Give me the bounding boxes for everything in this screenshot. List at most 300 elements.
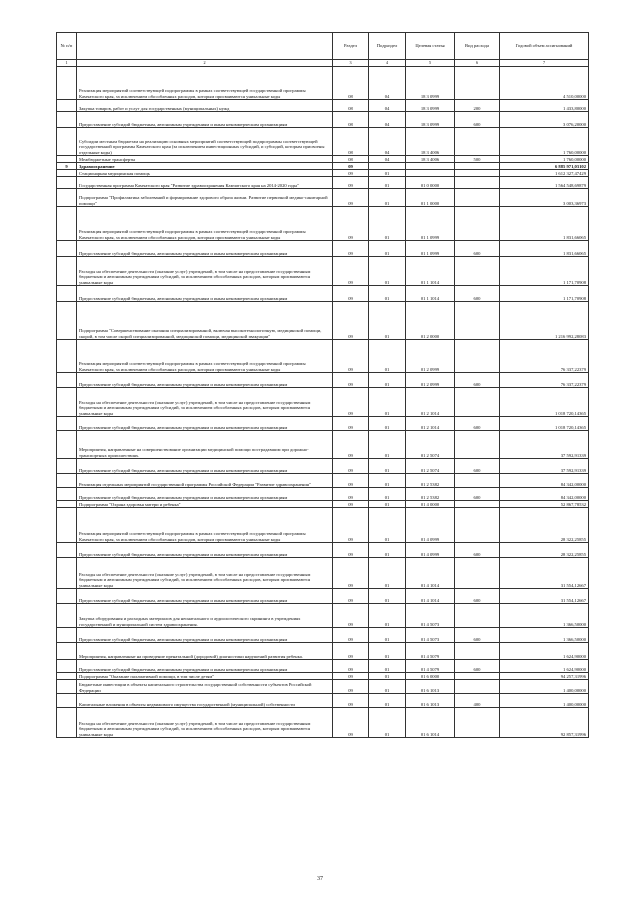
row-expense-type-cell [455, 128, 500, 156]
table-row [57, 501, 589, 508]
table-row [57, 241, 589, 257]
row-number-cell [57, 67, 77, 100]
row-name-cell: Расходы на обеспечение деятельности (оказание услуг) учреждений, в том числе на предоставление государственным бюджетным и автономным учреждениям субсидий, за исключением обособленных расходов, которым присваиваются уникальные коды [77, 257, 333, 286]
row-podrazdel-cell: 01 [369, 673, 406, 680]
row-number-cell [57, 241, 77, 257]
row-razdel-cell: 09 [333, 257, 369, 286]
row-razdel-cell: 09 [333, 177, 369, 189]
row-name-cell: Государственная программа Камчатского края "Развитие здравоохранения Камчатского края на 2014-2020 годы" [77, 177, 333, 189]
table-row [57, 694, 589, 708]
row-target-article-cell: 18 3 4006 [406, 128, 455, 156]
row-number-cell [57, 508, 77, 543]
row-name-cell: Закупка оборудования и расходных материалов для неонатального и аудиологического скрининга в учреждениях государственной и муниципальной систем здравоохранения. [77, 604, 333, 628]
row-name-cell: Субсидии местным бюджетам на реализацию основных мероприятий соответствующей подпрограммы соответствующей государственной программы Камчатского края (за исключением инвестиционных субсидий, и субсидий, которым присвоены отдельные коды) [77, 128, 333, 156]
row-target-article-cell: 18 3 0999 [406, 100, 455, 112]
row-razdel-cell: 09 [333, 501, 369, 508]
row-expense-type-cell [455, 643, 500, 660]
row-razdel-cell: 09 [333, 673, 369, 680]
row-number-cell [57, 643, 77, 660]
row-expense-type-cell: 400 [455, 694, 500, 708]
table-row [57, 388, 589, 417]
row-amount-cell: 28 322,25855 [500, 543, 589, 558]
row-name-cell: Расходы на обеспечение деятельности (оказание услуг) учреждений, в том числе на предоставление государственным бюджетным и автономным учреждениям субсидий, за исключением обособленных расходов, которым присваиваются уникальные коды [77, 558, 333, 589]
row-target-article-cell: 18 3 4006 [406, 156, 455, 163]
header-podrazdel: Подраздел [369, 33, 406, 60]
table-row [57, 257, 589, 286]
row-razdel-cell: 09 [333, 340, 369, 373]
row-name-cell: Реализация мероприятий соответствующей подпрограммы в рамках соответствующей государственной программы Камчатского края, за исключением обособленных расходов, которым присваиваются уникальные коды [77, 508, 333, 543]
header-num: № п/п [57, 33, 77, 60]
row-razdel-cell: 09 [333, 680, 369, 694]
row-target-article-cell: 01 2 5074 [406, 459, 455, 474]
row-name-cell: Закупка товаров, работ и услуг для государственных (муниципальных) нужд [77, 100, 333, 112]
column-number: 3 [333, 60, 369, 67]
row-target-article-cell: 01 2 1014 [406, 388, 455, 417]
header-razdel: Раздел [333, 33, 369, 60]
row-podrazdel-cell: 04 [369, 112, 406, 128]
row-number-cell [57, 286, 77, 302]
row-target-article-cell: 01 6 1013 [406, 680, 455, 694]
row-amount-cell: 28 322,25855 [500, 508, 589, 543]
budget-table-sheet [56, 32, 588, 738]
row-razdel-cell: 09 [333, 543, 369, 558]
row-expense-type-cell [455, 474, 500, 488]
row-razdel-cell: 09 [333, 241, 369, 257]
row-number-cell [57, 558, 77, 589]
row-expense-type-cell: 600 [455, 488, 500, 501]
row-podrazdel-cell: 01 [369, 680, 406, 694]
row-target-article-cell: 01 2 1014 [406, 417, 455, 431]
row-amount-cell: 1 171,70908 [500, 286, 589, 302]
row-amount-cell: 1 018 720,14365 [500, 388, 589, 417]
row-target-article-cell: 01 4 5079 [406, 643, 455, 660]
row-expense-type-cell [455, 189, 500, 207]
row-name-cell: Стационарная медицинская помощь [77, 170, 333, 177]
row-razdel-cell: 08 [333, 67, 369, 100]
row-target-article-cell: 01 2 5382 [406, 474, 455, 488]
row-podrazdel-cell: 01 [369, 302, 406, 340]
row-podrazdel-cell: 01 [369, 189, 406, 207]
header-expense-type: Вид расхода [455, 33, 500, 60]
row-name-cell: Подпрограмма "Профилактика заболеваний и формирование здорового образа жизни. Развитие первичной медико-санитарной помощи" [77, 189, 333, 207]
row-razdel-cell: 09 [333, 488, 369, 501]
row-number-cell [57, 708, 77, 738]
table-row [57, 156, 589, 163]
row-razdel-cell: 09 [333, 660, 369, 673]
row-expense-type-cell [455, 388, 500, 417]
table-row [57, 660, 589, 673]
row-podrazdel-cell: 04 [369, 156, 406, 163]
row-amount-cell: 37 592,91339 [500, 431, 589, 459]
row-name-cell: Подпрограмма "Оказание паллиативной помощи, в том числе детям" [77, 673, 333, 680]
row-number-cell [57, 177, 77, 189]
row-target-article-cell: 01 2 0000 [406, 302, 455, 340]
table-row [57, 207, 589, 241]
row-expense-type-cell: 600 [455, 241, 500, 257]
row-name-cell: Предоставление субсидий бюджетным, автономным учреждениям и иным некоммерческим организациям [77, 417, 333, 431]
row-target-article-cell: 01 4 0000 [406, 501, 455, 508]
column-number: 1 [57, 60, 77, 67]
row-number-cell [57, 340, 77, 373]
row-podrazdel-cell: 01 [369, 708, 406, 738]
column-number: 5 [406, 60, 455, 67]
row-amount-cell: 92 857,31996 [500, 708, 589, 738]
row-expense-type-cell: 600 [455, 112, 500, 128]
row-expense-type-cell: 600 [455, 459, 500, 474]
row-expense-type-cell [455, 340, 500, 373]
row-target-article-cell: 01 1 0000 [406, 189, 455, 207]
row-target-article-cell: 01 2 0999 [406, 373, 455, 388]
row-target-article-cell: 01 4 1014 [406, 558, 455, 589]
row-podrazdel-cell: 01 [369, 459, 406, 474]
row-name-cell: Реализация мероприятий соответствующей подпрограммы в рамках соответствующей государственной программы Камчатского края, за исключением обособленных расходов, которым присваиваются уникальные коды [77, 340, 333, 373]
row-name-cell: Предоставление субсидий бюджетным, автономным учреждениям и иным некоммерческим организациям [77, 589, 333, 604]
row-number-cell [57, 388, 77, 417]
row-amount-cell: 1 433,80000 [500, 100, 589, 112]
table-row [57, 286, 589, 302]
row-name-cell: Предоставление субсидий бюджетным, автономным учреждениям и иным некоммерческим организациям [77, 459, 333, 474]
row-target-article-cell: 01 1 1014 [406, 257, 455, 286]
row-name-cell: Реализация мероприятий соответствующей подпрограммы в рамках соответствующей государственной программы Камчатского края, за исключением обособленных расходов, которым присваиваются уникальные коды [77, 67, 333, 100]
row-expense-type-cell [455, 207, 500, 241]
row-target-article-cell: 18 3 0999 [406, 67, 455, 100]
row-number-cell [57, 694, 77, 708]
row-number-cell [57, 589, 77, 604]
row-razdel-cell: 09 [333, 431, 369, 459]
row-amount-cell: 1 400,00000 [500, 694, 589, 708]
row-expense-type-cell [455, 508, 500, 543]
row-razdel-cell: 09 [333, 604, 369, 628]
row-razdel-cell: 08 [333, 100, 369, 112]
row-amount-cell: 3 076,20000 [500, 112, 589, 128]
row-target-article-cell: 01 2 5074 [406, 431, 455, 459]
row-amount-cell: 1 612 327,47429 [500, 170, 589, 177]
row-razdel-cell: 08 [333, 128, 369, 156]
row-amount-cell: 1 624,90000 [500, 660, 589, 673]
row-expense-type-cell [455, 177, 500, 189]
row-podrazdel-cell: 01 [369, 170, 406, 177]
row-number-cell [57, 170, 77, 177]
table-row [57, 558, 589, 589]
row-razdel-cell: 08 [333, 112, 369, 128]
row-target-article-cell: 01 1 0999 [406, 241, 455, 257]
row-expense-type-cell: 600 [455, 543, 500, 558]
row-name-cell: Предоставление субсидий бюджетным, автономным учреждениям и иным некоммерческим организациям [77, 543, 333, 558]
table-row [57, 100, 589, 112]
table-row [57, 680, 589, 694]
row-expense-type-cell [455, 501, 500, 508]
row-target-article-cell: 01 0 0000 [406, 177, 455, 189]
row-expense-type-cell [455, 431, 500, 459]
row-razdel-cell: 09 [333, 459, 369, 474]
row-number-cell [57, 660, 77, 673]
row-amount-cell: 3 003,36973 [500, 189, 589, 207]
row-number-cell [57, 459, 77, 474]
row-expense-type-cell [455, 170, 500, 177]
table-row [57, 543, 589, 558]
row-number-cell [57, 501, 77, 508]
row-amount-cell: 37 592,91339 [500, 459, 589, 474]
row-expense-type-cell: 200 [455, 100, 500, 112]
row-number-cell [57, 543, 77, 558]
row-podrazdel-cell: 01 [369, 286, 406, 302]
table-row [57, 459, 589, 474]
table-row [57, 177, 589, 189]
row-amount-cell: 76 337,22379 [500, 373, 589, 388]
row-amount-cell: 1 171,70908 [500, 257, 589, 286]
row-expense-type-cell: 600 [455, 286, 500, 302]
row-razdel-cell: 09 [333, 508, 369, 543]
row-number-cell [57, 257, 77, 286]
row-number-cell [57, 604, 77, 628]
row-podrazdel-cell: 01 [369, 431, 406, 459]
row-amount-cell: 6 885 971,03102 [500, 163, 589, 170]
row-razdel-cell: 09 [333, 163, 369, 170]
table-row [57, 163, 589, 170]
row-razdel-cell: 09 [333, 694, 369, 708]
row-amount-cell: 52 867,78532 [500, 501, 589, 508]
row-name-cell: Предоставление субсидий бюджетным, автономным учреждениям и иным некоммерческим организациям [77, 286, 333, 302]
row-podrazdel-cell: 01 [369, 501, 406, 508]
row-name-cell: Бюджетные инвестиции в объекты капитального строительства государственной собственности субъектов Российской Федерации [77, 680, 333, 694]
row-target-article-cell: 01 6 0000 [406, 673, 455, 680]
row-number-cell [57, 680, 77, 694]
row-target-article-cell: 01 1 0999 [406, 207, 455, 241]
row-number-cell [57, 628, 77, 643]
row-amount-cell: 1 018 720,14365 [500, 417, 589, 431]
row-number-cell [57, 417, 77, 431]
row-podrazdel-cell: 01 [369, 373, 406, 388]
table-row [57, 628, 589, 643]
row-name-cell: Реализация мероприятий соответствующей подпрограммы в рамках соответствующей государственной программы Камчатского края, за исключением обособленных расходов, которым присваиваются уникальные коды [77, 207, 333, 241]
row-target-article-cell [406, 170, 455, 177]
row-podrazdel-cell: 01 [369, 543, 406, 558]
row-number-cell [57, 488, 77, 501]
table-header-row [57, 33, 589, 60]
table-row [57, 508, 589, 543]
row-podrazdel-cell: 04 [369, 128, 406, 156]
row-podrazdel-cell: 01 [369, 508, 406, 543]
row-expense-type-cell [455, 680, 500, 694]
row-name-cell: Реализация отдельных мероприятий государственной программы Российской Федерации "Развитие здравоохранения" [77, 474, 333, 488]
table-row [57, 340, 589, 373]
row-name-cell: Подпрограмма "Совершенствование оказания специализированной, включая высокотехнологичную, медицинской помощи, скорой, в том числе скорой специализированной, медицинской помощи, медицинской эвакуации" [77, 302, 333, 340]
row-podrazdel-cell: 01 [369, 694, 406, 708]
column-number: 2 [77, 60, 333, 67]
row-expense-type-cell [455, 257, 500, 286]
row-podrazdel-cell: 01 [369, 417, 406, 431]
row-number-cell [57, 100, 77, 112]
row-podrazdel-cell: 01 [369, 589, 406, 604]
row-name-cell: Расходы на обеспечение деятельности (оказание услуг) учреждений, в том числе на предоставление государственным бюджетным и автономным учреждениям субсидий, за исключением обособленных расходов, которым присваиваются уникальные коды [77, 708, 333, 738]
row-amount-cell: 31 554,12667 [500, 589, 589, 604]
row-number-cell [57, 128, 77, 156]
row-podrazdel-cell: 01 [369, 660, 406, 673]
table-row [57, 643, 589, 660]
row-target-article-cell: 01 6 1013 [406, 694, 455, 708]
row-amount-cell: 84 342,00000 [500, 474, 589, 488]
row-name-cell: Мероприятия, направленные на проведение пренатальной (дородовой) диагностики нарушений развития ребенка. [77, 643, 333, 660]
row-target-article-cell: 01 6 1014 [406, 708, 455, 738]
row-podrazdel-cell: 01 [369, 628, 406, 643]
row-number-cell [57, 207, 77, 241]
row-target-article-cell: 01 2 5382 [406, 488, 455, 501]
header-annual-amount: Годовой объем ассигнований [500, 33, 589, 60]
row-name-cell: Капитальные вложения в объекты недвижимого имущества государственной (муниципальной) собственности [77, 694, 333, 708]
row-number-cell [57, 302, 77, 340]
table-row [57, 431, 589, 459]
row-amount-cell: 76 337,22379 [500, 340, 589, 373]
row-amount-cell: 1 760,00000 [500, 156, 589, 163]
row-target-article-cell: 01 4 0999 [406, 508, 455, 543]
table-row [57, 673, 589, 680]
row-expense-type-cell [455, 673, 500, 680]
row-razdel-cell: 09 [333, 474, 369, 488]
row-name-cell: Предоставление субсидий бюджетным, автономным учреждениям и иным некоммерческим организациям [77, 112, 333, 128]
row-podrazdel-cell: 01 [369, 643, 406, 660]
row-podrazdel-cell: 01 [369, 488, 406, 501]
row-number-cell [57, 474, 77, 488]
column-number-row [57, 60, 589, 67]
row-name-cell: Мероприятия, направленные на совершенствование организации медицинской помощи пострадавшим при дорожно-транспортных происшествиях. [77, 431, 333, 459]
row-podrazdel-cell: 01 [369, 177, 406, 189]
table-row [57, 474, 589, 488]
row-expense-type-cell: 600 [455, 589, 500, 604]
table-row [57, 189, 589, 207]
row-expense-type-cell [455, 708, 500, 738]
row-razdel-cell: 09 [333, 388, 369, 417]
row-target-article-cell [406, 163, 455, 170]
row-number-cell: 9 [57, 163, 77, 170]
row-target-article-cell: 01 4 5079 [406, 660, 455, 673]
row-razdel-cell: 09 [333, 589, 369, 604]
row-amount-cell: 1 624,90000 [500, 643, 589, 660]
row-amount-cell: 1 831,66065 [500, 207, 589, 241]
table-body [57, 67, 589, 738]
row-razdel-cell: 09 [333, 170, 369, 177]
row-expense-type-cell: 500 [455, 156, 500, 163]
row-razdel-cell: 09 [333, 628, 369, 643]
row-number-cell [57, 373, 77, 388]
row-razdel-cell: 09 [333, 417, 369, 431]
row-name-cell: Предоставление субсидий бюджетным, автономным учреждениям и иным некоммерческим организациям [77, 241, 333, 257]
table-row [57, 373, 589, 388]
row-amount-cell: 1 366,50000 [500, 604, 589, 628]
row-name-cell: Предоставление субсидий бюджетным, автономным учреждениям и иным некоммерческим организациям [77, 628, 333, 643]
row-razdel-cell: 09 [333, 373, 369, 388]
table-row [57, 417, 589, 431]
row-podrazdel-cell: 04 [369, 100, 406, 112]
table-row [57, 302, 589, 340]
table-row [57, 488, 589, 501]
header-name [77, 33, 333, 60]
row-podrazdel-cell: 04 [369, 67, 406, 100]
row-amount-cell: 1 831,66065 [500, 241, 589, 257]
table-row [57, 128, 589, 156]
column-number: 7 [500, 60, 589, 67]
row-amount-cell: 1 400,00000 [500, 680, 589, 694]
row-target-article-cell: 01 1 1014 [406, 286, 455, 302]
row-podrazdel-cell: 01 [369, 340, 406, 373]
row-podrazdel-cell: 01 [369, 558, 406, 589]
row-name-cell: Предоставление субсидий бюджетным, автономным учреждениям и иным некоммерческим организациям [77, 660, 333, 673]
row-name-cell: Подпрограмма "Охрана здоровья матери и ребенка" [77, 501, 333, 508]
row-target-article-cell: 01 4 1014 [406, 589, 455, 604]
row-podrazdel-cell: 01 [369, 604, 406, 628]
row-razdel-cell: 09 [333, 302, 369, 340]
row-number-cell [57, 431, 77, 459]
row-amount-cell: 1 760,00000 [500, 128, 589, 156]
column-number: 4 [369, 60, 406, 67]
row-podrazdel-cell: 01 [369, 474, 406, 488]
row-expense-type-cell: 600 [455, 628, 500, 643]
row-razdel-cell: 09 [333, 286, 369, 302]
table-row [57, 589, 589, 604]
header-target-article: Целевая статья [406, 33, 455, 60]
row-target-article-cell: 18 3 0999 [406, 112, 455, 128]
row-name-cell: Предоставление субсидий бюджетным, автономным учреждениям и иным некоммерческим организациям [77, 373, 333, 388]
row-number-cell [57, 189, 77, 207]
row-target-article-cell: 01 4 5073 [406, 604, 455, 628]
row-number-cell [57, 156, 77, 163]
row-target-article-cell: 01 2 0999 [406, 340, 455, 373]
table-row [57, 604, 589, 628]
row-razdel-cell: 08 [333, 156, 369, 163]
row-razdel-cell: 09 [333, 708, 369, 738]
table-row [57, 170, 589, 177]
row-expense-type-cell [455, 163, 500, 170]
row-podrazdel-cell: 01 [369, 241, 406, 257]
row-amount-cell: 1 564 548,69879 [500, 177, 589, 189]
row-razdel-cell: 09 [333, 189, 369, 207]
row-amount-cell: 94 257,31996 [500, 673, 589, 680]
table-row [57, 708, 589, 738]
row-podrazdel-cell [369, 163, 406, 170]
row-name-cell: Предоставление субсидий бюджетным, автономным учреждениям и иным некоммерческим организациям [77, 488, 333, 501]
row-name-cell: Межбюджетные трансферты [77, 156, 333, 163]
row-razdel-cell: 09 [333, 643, 369, 660]
row-expense-type-cell [455, 604, 500, 628]
row-expense-type-cell [455, 67, 500, 100]
table-row [57, 112, 589, 128]
row-expense-type-cell: 600 [455, 417, 500, 431]
row-name-cell: Здравоохранение [77, 163, 333, 170]
column-number: 6 [455, 60, 500, 67]
row-target-article-cell: 01 4 5073 [406, 628, 455, 643]
table-row [57, 67, 589, 100]
row-amount-cell: 1 216 992,28083 [500, 302, 589, 340]
row-razdel-cell: 09 [333, 207, 369, 241]
row-podrazdel-cell: 01 [369, 207, 406, 241]
row-amount-cell: 84 342,00000 [500, 488, 589, 501]
row-amount-cell: 1 366,50000 [500, 628, 589, 643]
row-podrazdel-cell: 01 [369, 388, 406, 417]
row-expense-type-cell: 600 [455, 373, 500, 388]
page-number: 37 [317, 876, 323, 882]
row-target-article-cell: 01 4 0999 [406, 543, 455, 558]
row-razdel-cell: 09 [333, 558, 369, 589]
row-amount-cell: 31 554,12667 [500, 558, 589, 589]
row-number-cell [57, 112, 77, 128]
row-expense-type-cell [455, 302, 500, 340]
row-amount-cell: 4 510,00000 [500, 67, 589, 100]
row-number-cell [57, 673, 77, 680]
row-name-cell: Расходы на обеспечение деятельности (оказание услуг) учреждений, в том числе на предоставление государственным бюджетным и автономным учреждениям субсидий, за исключением обособленных расходов, которым присваиваются уникальные коды [77, 388, 333, 417]
row-expense-type-cell [455, 558, 500, 589]
budget-table [56, 32, 589, 738]
row-expense-type-cell: 600 [455, 660, 500, 673]
row-podrazdel-cell: 01 [369, 257, 406, 286]
